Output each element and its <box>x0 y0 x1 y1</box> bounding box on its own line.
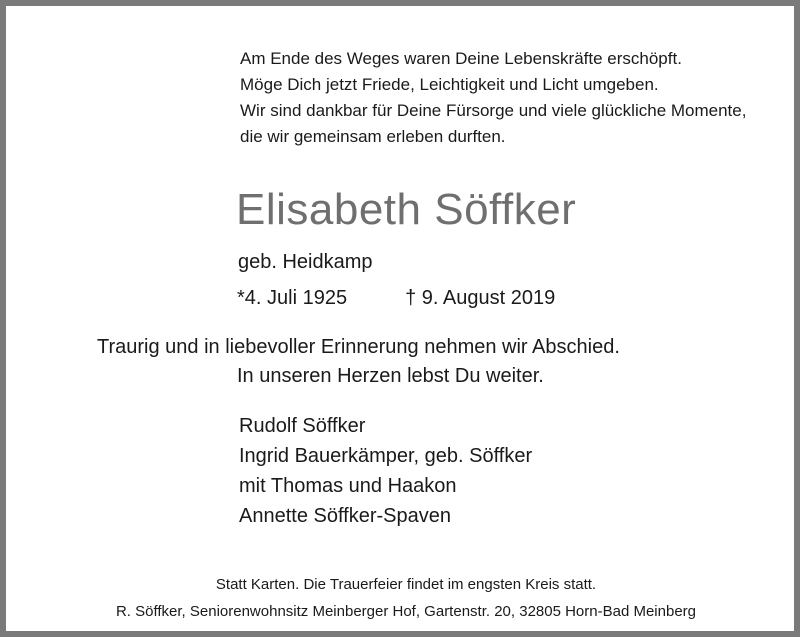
funeral-notice <box>6 571 800 625</box>
family-member: mit Thomas und Haakon <box>239 475 457 497</box>
poem-line: Wir sind dankbar für Deine Fürsorge und viele glückliche Momente, <box>240 101 747 120</box>
life-dates <box>237 285 555 311</box>
death-date: † 9. August 2019 <box>405 287 556 309</box>
notice-address: R. Söffker, Seniorenwohnsitz Meinberger Hof, Gartenstr. 20, 32805 Horn-Bad Meinberg <box>115 603 697 620</box>
family-member: Annette Söffker-Spaven <box>239 505 451 527</box>
deceased-name: Elisabeth Söffker <box>236 185 577 234</box>
family-list <box>239 411 532 531</box>
poem-line: die wir gemeinsam erleben durften. <box>240 127 506 146</box>
birth-date: *4. Juli 1925 <box>237 287 348 309</box>
family-member: Rudolf Söffker <box>239 415 366 437</box>
mourning-line: Traurig und in liebevoller Erinnerung nehmen wir Abschied. <box>97 336 620 358</box>
poem-line: Möge Dich jetzt Friede, Leichtigkeit und Licht umgeben. <box>240 75 659 94</box>
notice-line: Statt Karten. Die Trauerfeier findet im engsten Kreis statt. <box>215 576 597 593</box>
mourning-text <box>97 333 620 391</box>
memorial-poem <box>240 46 746 150</box>
family-member: Ingrid Bauerkämper, geb. Söffker <box>239 445 533 467</box>
birth-name: geb. Heidkamp <box>238 251 373 273</box>
mourning-line: In unseren Herzen lebst Du weiter. <box>237 365 544 387</box>
poem-line: Am Ende des Weges waren Deine Lebenskräfte erschöpft. <box>240 49 682 68</box>
